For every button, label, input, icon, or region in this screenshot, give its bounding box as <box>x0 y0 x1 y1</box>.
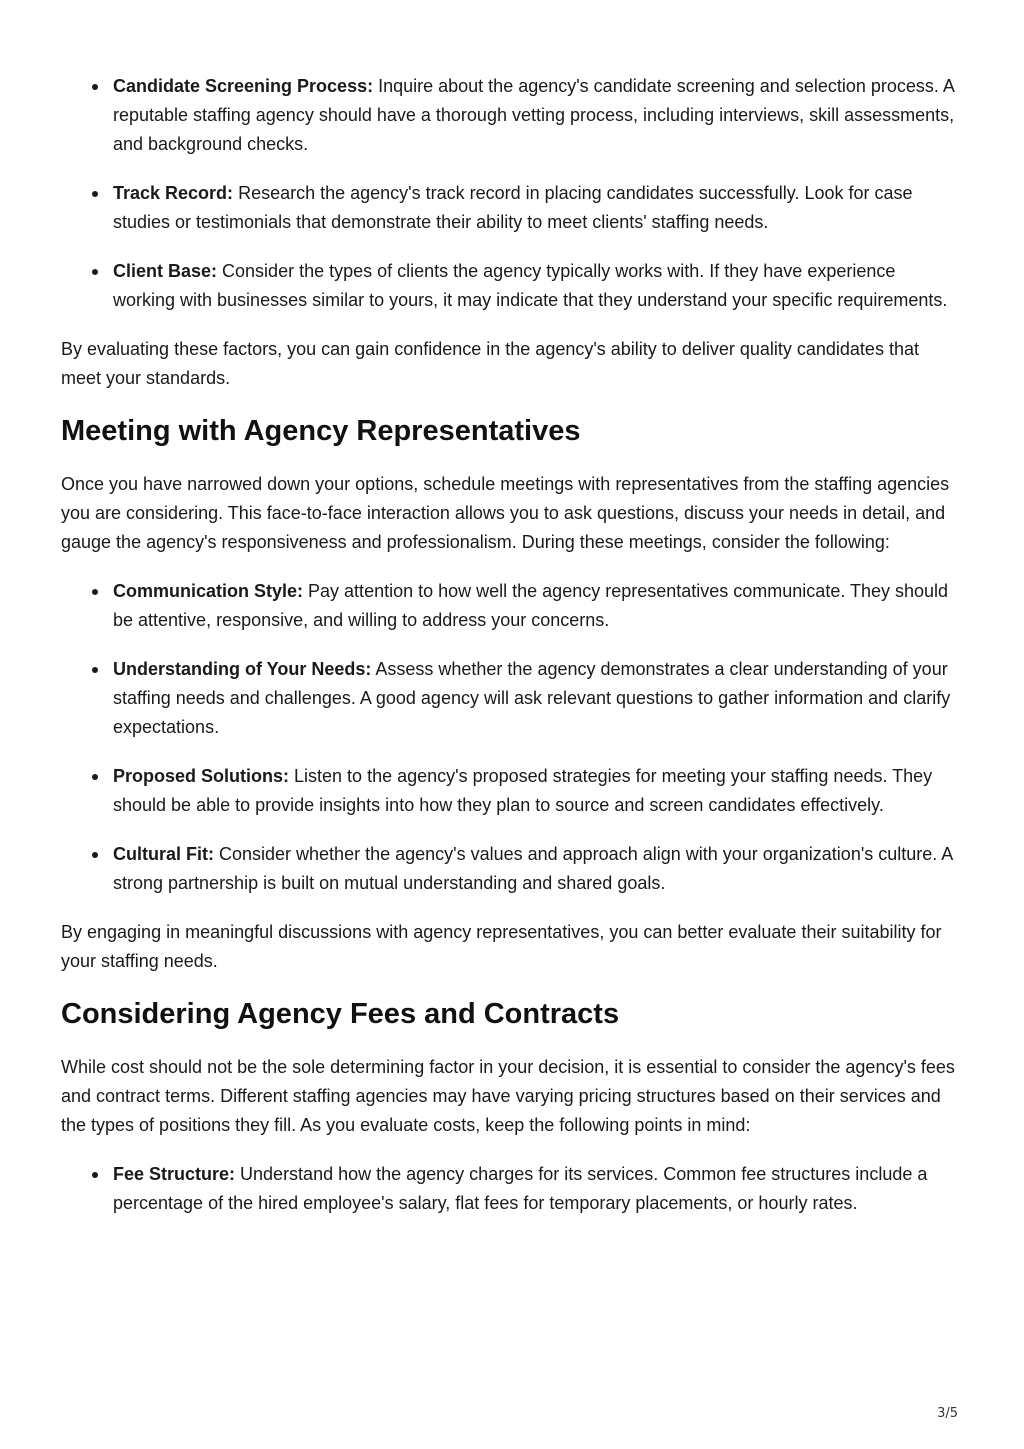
bullet-term: Client Base: <box>113 261 218 281</box>
bullet-term: Track Record: <box>113 183 234 203</box>
evaluation-summary: By evaluating these factors, you can gain confidence in the agency's ability to deliver quality candidates that meet your standards. <box>61 339 919 388</box>
bullet-text: Assess whether the agency demonstrates a clear understanding of your staffing needs and challenges. A good agency will ask relevant questions to gather information and clarify expectations. <box>113 659 951 737</box>
list-item <box>113 762 961 820</box>
bullet-text: Inquire about the agency's candidate screening and selection process. A reputable staffing agency should have a thorough vetting process, including interviews, skill assessments, and background checks. <box>113 76 955 154</box>
meeting-summary: By engaging in meaningful discussions with agency representatives, you can better evaluate their suitability for your staffing needs. <box>61 922 942 971</box>
bullet-term: Cultural Fit: <box>113 844 214 864</box>
bullet-term: Fee Structure: <box>113 1164 236 1184</box>
bullet-term: Communication Style: <box>113 581 304 601</box>
bullet-text: Consider the types of clients the agency typically works with. If they have experience working with businesses similar to yours, it may indicate that they understand your specific requirements. <box>113 261 948 310</box>
bullet-term: Candidate Screening Process: <box>113 76 374 96</box>
list-item <box>113 577 961 635</box>
meeting-intro: Once you have narrowed down your options, schedule meetings with representatives from the staffing agencies you are considering. This face-to-face interaction allows you to ask questions, discuss your needs in detail, and gauge the agency's responsiveness and professionalism. During these meetings, consider the following: <box>61 474 950 552</box>
bullet-text: Pay attention to how well the agency representatives communicate. They should be attentive, responsive, and willing to address your concerns. <box>113 581 949 630</box>
list-item <box>113 257 961 315</box>
list-item <box>113 72 961 159</box>
page-number: 3/5 <box>937 1406 958 1421</box>
list-item <box>113 655 961 742</box>
list-item <box>113 179 961 237</box>
screening-factors-list <box>61 72 961 315</box>
bullet-text: Consider whether the agency's values and approach align with your organization's culture. A strong partnership is built on mutual understanding and shared goals. <box>113 844 953 893</box>
bullet-text: Research the agency's track record in placing candidates successfully. Look for case studies or testimonials that demonstrate their ability to meet clients' staffing needs. <box>113 183 913 232</box>
document-page <box>61 72 961 1238</box>
list-item <box>113 840 961 898</box>
section-heading-fees: Considering Agency Fees and Contracts <box>61 998 620 1030</box>
section-heading-meeting: Meeting with Agency Representatives <box>61 415 581 447</box>
list-item <box>113 1160 961 1218</box>
bullet-term: Understanding of Your Needs: <box>113 659 372 679</box>
fees-considerations-list <box>61 1160 961 1218</box>
bullet-term: Proposed Solutions: <box>113 766 290 786</box>
bullet-text: Understand how the agency charges for its services. Common fee structures include a percentage of the hired employee's salary, flat fees for temporary placements, or hourly rates. <box>113 1164 928 1213</box>
meeting-considerations-list <box>61 577 961 898</box>
bullet-text: Listen to the agency's proposed strategies for meeting your staffing needs. They should be able to provide insights into how they plan to source and screen candidates effectively. <box>113 766 933 815</box>
fees-intro: While cost should not be the sole determining factor in your decision, it is essential to consider the agency's fees and contract terms. Different staffing agencies may have varying pricing structures based on their services and the types of positions they fill. As you evaluate costs, keep the following points in mind: <box>61 1057 955 1135</box>
